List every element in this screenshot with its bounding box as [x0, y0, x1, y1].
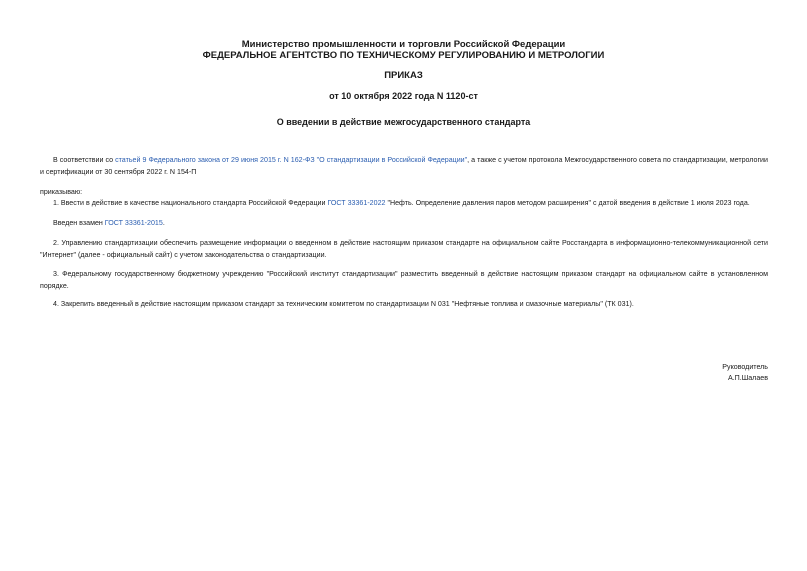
replaced-paragraph — [40, 218, 768, 230]
item-4-paragraph: 4. Закрепить введенный в действие настоящим приказом стандарт за техническим комитетом по стандартизации N 031 "Нефтяные топлива и смазочные материалы" (ТК 031). — [53, 300, 634, 308]
item-1-suffix: "Нефть. Определение давления паров методом расширения" с датой введения в действие 1 июля 2023 года. — [385, 199, 750, 207]
document-date-number: от 10 октября 2022 года N 1120-ст — [329, 91, 478, 101]
replaced-suffix: . — [162, 219, 165, 227]
item-3-paragraph: 3. Федеральному государственному бюджетному учреждению "Российский институт стандартизации" разместить введенный в действие настоящим приказом стандарт на официальном сайте в установленном порядке. — [40, 270, 768, 290]
order-word: приказываю: — [40, 188, 83, 196]
intro-suffix: , а также с учетом протокола Межгосударственного совета по стандартизации, метрологии и сертификации от 30 сентября 2022 г. N 154-П — [40, 156, 768, 176]
intro-paragraph — [40, 155, 768, 178]
gost-2015-link[interactable]: ГОСТ 33361-2015 — [104, 219, 163, 227]
agency-heading: ФЕДЕРАЛЬНОЕ АГЕНТСТВО ПО ТЕХНИЧЕСКОМУ РЕГУЛИРОВАНИЮ И МЕТРОЛОГИИ — [202, 50, 605, 61]
item-1-paragraph — [40, 198, 768, 210]
document-type: ПРИКАЗ — [384, 70, 423, 81]
signature-name: А.П.Шалаев — [727, 374, 768, 382]
signature-title: Руководитель — [722, 363, 768, 371]
item-2-paragraph: 2. Управлению стандартизации обеспечить размещение информации о введенном в действие настоящим приказом стандарте на официальном сайте Росстандарта в информационно-телекоммуникационной сети "Интернет" (далее - официальный сайт) с учетом законодательства о стандартизации. — [40, 239, 768, 259]
document-subject: О введении в действие межгосударственного стандарта — [276, 117, 531, 127]
gost-2022-link[interactable]: ГОСТ 33361-2022 — [327, 199, 386, 207]
intro-prefix: В соответствии со — [53, 156, 116, 164]
ministry-heading: Министерство промышленности и торговли Российской Федерации — [241, 39, 566, 50]
federal-law-link[interactable]: статьей 9 Федерального закона от 29 июня 2015 г. N 162-ФЗ "О стандартизации в Российской Федерации" — [115, 156, 468, 164]
item-1-prefix: 1. Ввести в действие в качестве национального стандарта Российской Федерации — [53, 199, 328, 207]
replaced-prefix: Введен взамен — [53, 219, 105, 227]
